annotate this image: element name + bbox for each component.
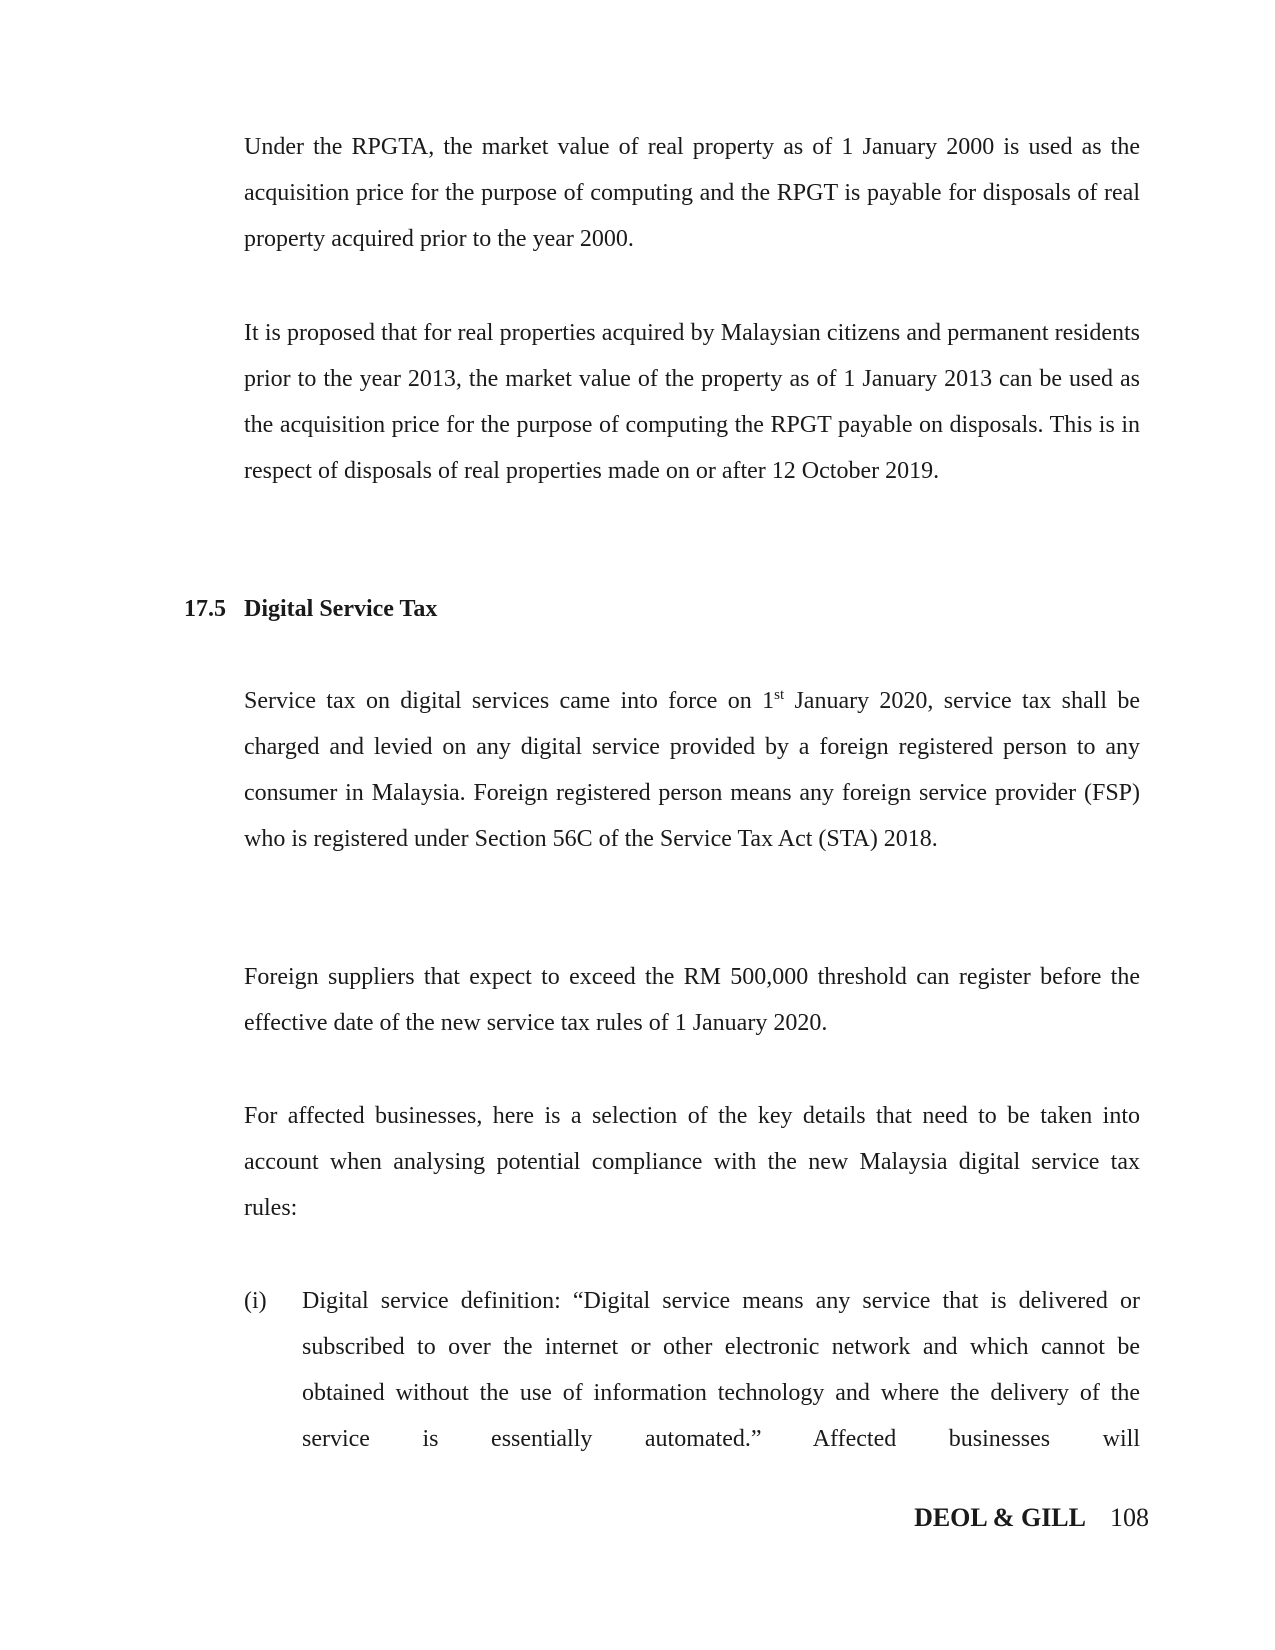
section-title: Digital Service Tax bbox=[244, 596, 438, 622]
paragraph-affected-businesses: For affected businesses, here is a selection of the key details that need to be taken into account when analysing potential compliance with the new Malaysia digital service tax rules: bbox=[244, 1103, 1140, 1221]
page-footer bbox=[914, 1500, 1149, 1536]
footer-firm-name: DEOL & GILL bbox=[914, 1503, 1086, 1532]
paragraph-rpgta-2000: Under the RPGTA, the market value of real property as of 1 January 2000 is used as the acquisition price for the purpose of computing and the RPGT is payable for disposals of real property acquired prior to the year 2000. bbox=[244, 134, 1140, 252]
paragraph-service-tax-text-end: January 2020, service tax shall be charged and levied on any digital service provided by a foreign registered person to any consumer in Malaysia. Foreign registered person means any foreign service provider (FSP) who is registered under Section 56C of the Service Tax Act (STA) 2018. bbox=[244, 688, 1140, 852]
paragraph-service-tax-digital bbox=[244, 678, 1140, 862]
section-number: 17.5 bbox=[184, 596, 226, 622]
paragraph-rpgt-2013-proposal: It is proposed that for real properties acquired by Malaysian citizens and permanent residents prior to the year 2013, the market value of the property as of 1 January 2013 can be used as the acquisition price for the purpose of computing the RPGT payable on disposals. This is in respect of disposals of real properties made on or after 12 October 2019. bbox=[244, 320, 1140, 484]
page-number: 108 bbox=[1110, 1503, 1149, 1532]
paragraph-foreign-suppliers-threshold: Foreign suppliers that expect to exceed the RM 500,000 threshold can register before the effective date of the new service tax rules of 1 January 2020. bbox=[244, 964, 1140, 1036]
paragraph-service-tax-text-start: Service tax on digital services came into force on 1 bbox=[244, 688, 775, 714]
list-item-text: Digital service definition: “Digital service means any service that is delivered or subscribed to over the internet or other electronic network and which cannot be obtained without the use of information technology and where the delivery of the service is essentially automated.” Affected businesses will bbox=[302, 1288, 1140, 1452]
ordinal-suffix: st bbox=[774, 687, 785, 703]
section-heading bbox=[184, 586, 437, 632]
list-item-marker: (i) bbox=[244, 1288, 267, 1314]
